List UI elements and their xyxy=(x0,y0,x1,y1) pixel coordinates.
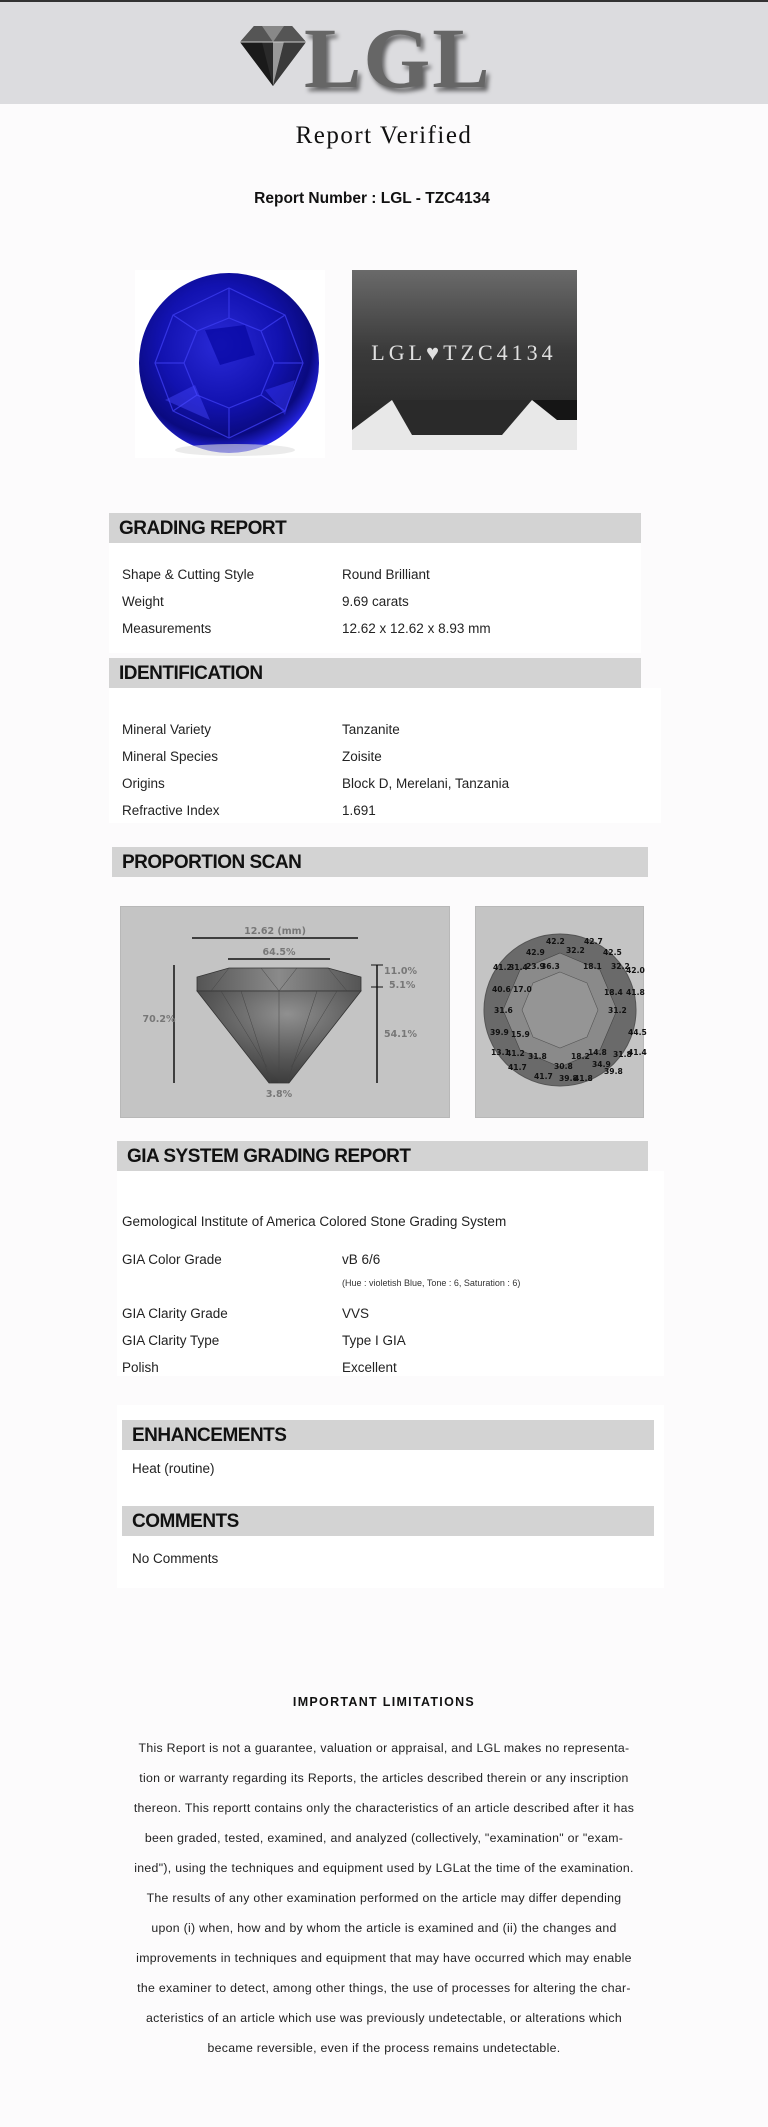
proportion-scan-heading: PROPORTION SCAN xyxy=(112,847,648,877)
facet-value-label: 14.8 xyxy=(588,1048,607,1057)
facet-value-label: 30.8 xyxy=(554,1062,573,1071)
facet-value-label: 41.4 xyxy=(628,1048,647,1057)
id-label-origins: Origins xyxy=(122,776,165,791)
report-number: Report Number : LGL - TZC4134 xyxy=(254,190,490,207)
limitations-line: tion or warranty regarding its Reports, the articles described therein or any inscription xyxy=(139,1771,629,1785)
facet-value-label: 31.8 xyxy=(613,1050,632,1059)
gia-heading: GIA SYSTEM GRADING REPORT xyxy=(117,1141,648,1171)
comments-text: No Comments xyxy=(132,1551,219,1566)
culet-label: 3.8% xyxy=(265,1089,293,1100)
facet-value-label: 13.1 xyxy=(491,1048,510,1057)
gia-value-clarity: VVS xyxy=(342,1306,370,1321)
comments-heading: COMMENTS xyxy=(122,1506,654,1536)
gia-label-color: GIA Color Grade xyxy=(122,1252,222,1267)
grading-value-shape: Round Brilliant xyxy=(342,567,430,582)
facet-value-label: 42.9 xyxy=(526,948,545,957)
facet-value-label: 18.2 xyxy=(571,1052,590,1061)
inscription-text: LGL♥TZC4134 xyxy=(371,340,557,365)
grading-value-measurements: 12.62 x 12.62 x 8.93 mm xyxy=(342,621,491,636)
facet-value-label: 39.8 xyxy=(559,1074,578,1083)
limitations-line: This Report is not a guarantee, valuation or appraisal, and LGL makes no representa- xyxy=(138,1741,630,1755)
gia-label-clarity-type: GIA Clarity Type xyxy=(122,1333,220,1348)
logo-wordmark: LGL xyxy=(304,10,492,106)
gia-value-polish: Excellent xyxy=(342,1360,397,1375)
facet-value-label: 17.0 xyxy=(513,985,532,994)
facet-value-label: 42.0 xyxy=(626,966,645,975)
topview-diagram xyxy=(475,906,647,1118)
limitations-line: acteristics of an article which use was previously undetectable, or alterations which xyxy=(146,2011,622,2025)
enhancements-text: Heat (routine) xyxy=(132,1461,215,1476)
page-title: Report Verified xyxy=(295,122,473,149)
grading-report-heading: GRADING REPORT xyxy=(109,513,641,543)
limitations-line: became reversible, even if the process remains undetectable. xyxy=(207,2041,561,2055)
profile-diagram xyxy=(120,906,450,1118)
id-value-ri: 1.691 xyxy=(342,803,376,818)
facet-value-label: 31.2 xyxy=(608,1006,627,1015)
diamond-icon xyxy=(232,20,312,90)
facet-value-label: 42.7 xyxy=(584,937,603,946)
pavilion-label: 54.1% xyxy=(384,1029,417,1040)
facet-value-label: 40.6 xyxy=(492,985,511,994)
id-value-origins: Block D, Merelani, Tanzania xyxy=(342,776,510,791)
crown-label: 11.0% xyxy=(384,966,417,977)
facet-value-label: 32.2 xyxy=(611,962,630,971)
gia-label-polish: Polish xyxy=(122,1360,159,1375)
enhancements-heading: ENHANCEMENTS xyxy=(122,1420,654,1450)
table-label: 64.5% xyxy=(262,947,296,958)
limitations-title: IMPORTANT LIMITATIONS xyxy=(292,1695,476,1709)
facet-value-label: 44.5 xyxy=(628,1028,647,1037)
grading-label-measurements: Measurements xyxy=(122,621,212,636)
facet-value-label: 18.4 xyxy=(604,988,623,997)
inscription-photo xyxy=(352,270,577,450)
grading-value-weight: 9.69 carats xyxy=(342,594,409,609)
identification-heading: IDENTIFICATION xyxy=(109,658,641,688)
facet-value-label: 31.4 xyxy=(509,963,528,972)
facet-value-label: 39.9 xyxy=(490,1028,509,1037)
limitations-line: been graded, tested, examined, and analyzed (collectively, "examination" or "exam- xyxy=(144,1831,624,1845)
limitations-line: improvements in techniques and equipment that may have occurred which may enable xyxy=(136,1951,632,1965)
limitations-line: the examiner to detect, among other things, the use of processes for altering the char- xyxy=(137,1981,631,1995)
gia-value-clarity-type: Type I GIA xyxy=(342,1333,406,1348)
facet-value-label: 41.7 xyxy=(508,1063,527,1072)
facet-value-label: 39.8 xyxy=(604,1067,623,1076)
gia-intro: Gemological Institute of America Colored Stone Grading System xyxy=(122,1214,507,1229)
facet-value-label: 31.8 xyxy=(528,1052,547,1061)
id-label-variety: Mineral Variety xyxy=(122,722,212,737)
id-value-species: Zoisite xyxy=(342,749,382,764)
facet-value-label: 18.1 xyxy=(583,962,602,971)
facet-value-label: 41.7 xyxy=(534,1072,553,1081)
facet-value-label: 32.2 xyxy=(566,946,585,955)
lgl-logo[interactable] xyxy=(232,10,492,106)
limitations-body xyxy=(116,1733,652,2063)
facet-value-label: 41.2 xyxy=(506,1049,525,1058)
facet-value-label: 23.9 xyxy=(526,962,545,971)
girdle-label: 5.1% xyxy=(389,980,416,991)
limitations-line: upon (i) when, how and by whom the article is examined and (ii) the changes and xyxy=(151,1921,617,1935)
facet-value-label: 41.2 xyxy=(493,963,512,972)
facet-value-label: 41.8 xyxy=(626,988,645,997)
facet-value-label: 36.3 xyxy=(541,962,560,971)
facet-value-label: 41.8 xyxy=(574,1074,593,1083)
id-label-species: Mineral Species xyxy=(122,749,219,764)
limitations-line: ined"), using the techniques and equipment used by LGLat the time of the examination. xyxy=(134,1861,634,1875)
gia-color-note: (Hue : violetish Blue, Tone : 6, Saturation : 6) xyxy=(342,1278,521,1288)
facet-value-label: 42.2 xyxy=(546,937,565,946)
gia-label-clarity: GIA Clarity Grade xyxy=(122,1306,228,1321)
tanzanite-photo xyxy=(135,270,325,458)
id-label-ri: Refractive Index xyxy=(122,803,220,818)
grading-label-shape: Shape & Cutting Style xyxy=(122,567,255,582)
grading-label-weight: Weight xyxy=(122,594,164,609)
gia-value-color: vB 6/6 xyxy=(342,1252,381,1267)
facet-value-label: 15.9 xyxy=(511,1030,530,1039)
depth-label: 70.2% xyxy=(142,1014,176,1025)
facet-value-label: 34.9 xyxy=(592,1060,611,1069)
limitations-line: The results of any other examination performed on the article may differ depending xyxy=(146,1891,622,1905)
id-value-variety: Tanzanite xyxy=(342,722,400,737)
facet-value-label: 42.5 xyxy=(603,948,622,957)
facet-value-label: 31.6 xyxy=(494,1006,513,1015)
limitations-line: thereon. This reportt contains only the characteristics of an article described after it has xyxy=(133,1801,635,1815)
header-banner xyxy=(0,2,768,104)
diameter-label: 12.62 (mm) xyxy=(244,926,306,937)
